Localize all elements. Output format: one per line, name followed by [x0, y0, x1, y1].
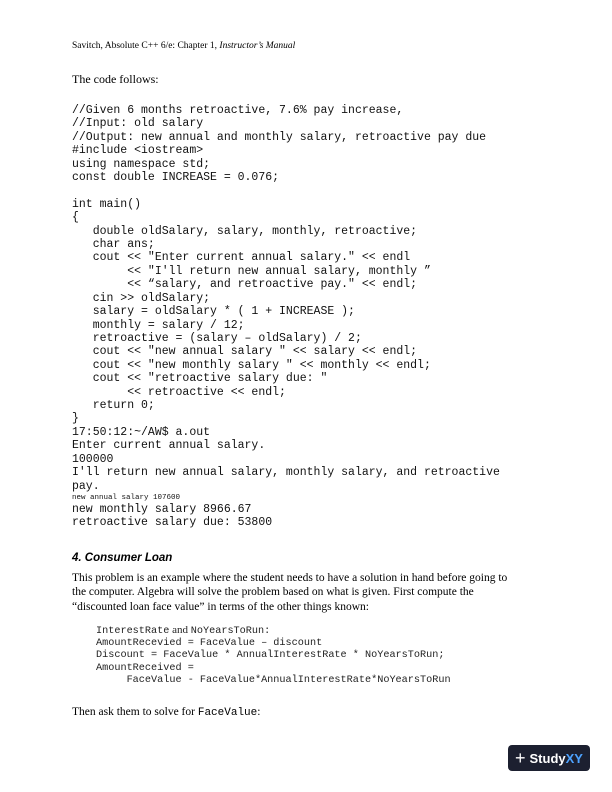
paragraph-line: This problem is an example where the student needs to have a solution in hand before going to — [72, 572, 508, 584]
formula-line: AmountReceived = — [96, 662, 194, 674]
program-output — [72, 426, 500, 530]
badge-study: Study — [529, 750, 566, 766]
output-line: new annual salary 107600 — [72, 494, 181, 503]
then-text — [72, 705, 260, 720]
then-prefix: Then ask them to solve for — [72, 706, 198, 718]
code-line: cout << "new annual salary " << salary << endl; — [72, 345, 418, 359]
section-paragraph — [72, 571, 548, 614]
page-header — [72, 40, 295, 52]
code-line: int main() — [72, 197, 142, 211]
code-line: char ans; — [72, 238, 155, 252]
then-suffix: : — [257, 706, 261, 718]
code-line: << retroactive << endl; — [72, 385, 286, 399]
code-line: cin >> oldSalary; — [72, 291, 211, 305]
output-line: I'll return new annual salary, monthly salary, and retroactive — [72, 466, 500, 480]
formula-line: AmountRecevied = FaceValue – discount — [96, 638, 323, 650]
code-line: return 0; — [72, 398, 155, 412]
code-line: using namespace std; — [72, 157, 211, 171]
code-line: << "I'll return new annual salary, monthly ” — [72, 264, 431, 278]
output-line: 100000 — [72, 452, 114, 466]
formula-and: and — [169, 624, 191, 636]
header-text: Savitch, Absolute C++ 6/e: Chapter 1, — [72, 41, 220, 51]
paragraph-line: “discounted loan face value” in terms of the other things known: — [72, 600, 369, 613]
code-line: salary = oldSalary * ( 1 + INCREASE ); — [72, 305, 355, 319]
output-line: pay. — [72, 479, 100, 493]
formula-term: InterestRate — [96, 626, 170, 637]
output-line: Enter current annual salary. — [72, 439, 266, 453]
then-code: FaceValue — [197, 707, 258, 719]
intro-text: The code follows: — [72, 72, 159, 86]
code-line: } — [72, 412, 79, 426]
code-line: //Input: old salary — [72, 117, 204, 131]
formula-term: NoYearsToRun: — [190, 626, 271, 637]
badge-xy: XY — [565, 750, 583, 766]
code-line: cout << "new monthly salary " << monthly << endl; — [72, 358, 431, 372]
paragraph-line: the computer. Algebra will solve the problem based on what is given. First compute the — [72, 586, 474, 599]
code-line: monthly = salary / 12; — [72, 318, 245, 332]
studyxy-logo-badge[interactable] — [508, 745, 590, 771]
code-line: //Given 6 months retroactive, 7.6% pay increase, — [72, 104, 404, 117]
formula-line — [96, 624, 451, 638]
code-line: //Output: new annual and monthly salary, retroactive pay due — [72, 130, 487, 144]
code-line: retroactive = (salary – oldSalary) / 2; — [72, 331, 362, 345]
plus-icon: + — [515, 748, 526, 768]
formula-line: Discount = FaceValue * AnnualInterestRate * NoYearsToRun; — [96, 650, 445, 662]
header-italic: Instructor’s Manual — [219, 41, 296, 51]
code-line: const double INCREASE = 0.076; — [72, 171, 280, 185]
output-line: new monthly salary 8966.67 — [72, 503, 252, 517]
code-line: #include <iostream> — [72, 144, 204, 158]
output-line: retroactive salary due: 53800 — [72, 516, 273, 530]
code-line: { — [72, 211, 79, 225]
output-line: 17:50:12:~/AW$ a.out — [72, 426, 211, 439]
formula-line: FaceValue - FaceValue*AnnualInterestRate*NoYearsToRun — [96, 674, 451, 686]
code-line: cout << "retroactive salary due: " — [72, 372, 328, 386]
section-title: 4. Consumer Loan — [72, 552, 173, 564]
code-line: cout << "Enter current annual salary." << endl — [72, 251, 411, 265]
code-line: double oldSalary, salary, monthly, retroactive; — [72, 224, 418, 238]
code-line: << “salary, and retroactive pay." << endl; — [72, 278, 418, 292]
code-block — [72, 104, 486, 426]
formula-block — [96, 624, 451, 687]
